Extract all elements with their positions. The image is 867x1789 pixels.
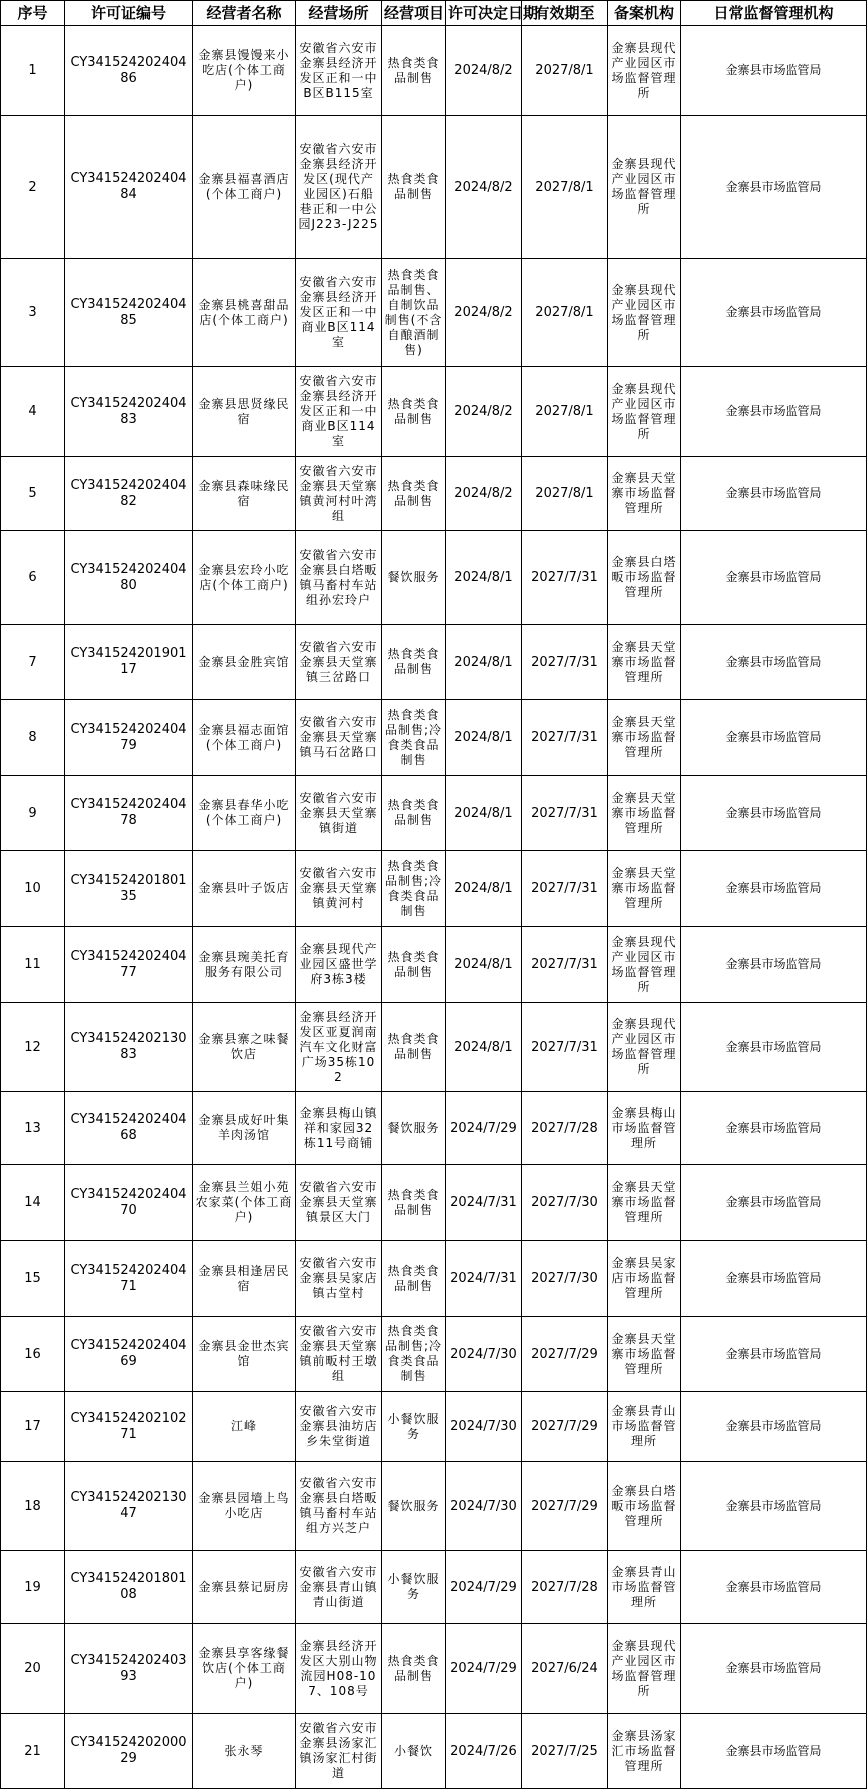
cell-license-number: CY34152420190117 xyxy=(65,625,193,700)
cell-filing-org: 金寨县现代产业园区市场监督管理所 xyxy=(608,116,681,259)
cell-valid-until: 2027/7/28 xyxy=(522,1551,608,1624)
cell-operator-name: 金寨县叶子饭店 xyxy=(193,851,296,927)
cell-decision-date: 2024/7/31 xyxy=(446,1241,522,1317)
cell-valid-until: 2027/8/1 xyxy=(522,367,608,457)
cell-seq: 6 xyxy=(1,531,65,625)
cell-decision-date: 2024/8/1 xyxy=(446,776,522,851)
cell-address: 安徽省六安市金寨县天堂寨镇黄河村 xyxy=(296,851,382,927)
cell-address: 安徽省六安市金寨县经济开发区(现代产业园区)石船巷正和一中公园J223-J225 xyxy=(296,116,382,259)
cell-business-items: 热食类食品制售 xyxy=(382,625,446,700)
cell-operator-name: 金寨县思贤缘民宿 xyxy=(193,367,296,457)
table-body xyxy=(1,26,867,1789)
cell-filing-org: 金寨县现代产业园区市场监督管理所 xyxy=(608,927,681,1003)
cell-business-items: 热食类食品制售 xyxy=(382,457,446,531)
cell-decision-date: 2024/8/2 xyxy=(446,26,522,116)
cell-license-number: CY34152420240479 xyxy=(65,700,193,776)
cell-valid-until: 2027/8/1 xyxy=(522,457,608,531)
cell-valid-until: 2027/7/31 xyxy=(522,700,608,776)
cell-filing-org: 金寨县汤家汇市场监督管理所 xyxy=(608,1714,681,1789)
header-operator-name: 经营者名称 xyxy=(193,1,296,26)
cell-business-items: 热食类食品制售;冷食类食品制售 xyxy=(382,1317,446,1392)
table-row xyxy=(1,531,867,625)
cell-license-number: CY34152420240480 xyxy=(65,531,193,625)
cell-address: 安徽省六安市金寨县天堂寨镇黄河村叶湾组 xyxy=(296,457,382,531)
cell-decision-date: 2024/7/31 xyxy=(446,1165,522,1241)
cell-valid-until: 2027/6/24 xyxy=(522,1624,608,1714)
cell-valid-until: 2027/8/1 xyxy=(522,116,608,259)
table-row xyxy=(1,1092,867,1165)
cell-filing-org: 金寨县天堂寨市场监督管理所 xyxy=(608,776,681,851)
cell-business-items: 热食类食品制售 xyxy=(382,116,446,259)
cell-address: 金寨县梅山镇祥和家园32栋11号商铺 xyxy=(296,1092,382,1165)
cell-decision-date: 2024/8/1 xyxy=(446,851,522,927)
cell-business-items: 餐饮服务 xyxy=(382,531,446,625)
cell-supervisor: 金寨县市场监管局 xyxy=(681,625,867,700)
cell-supervisor: 金寨县市场监管局 xyxy=(681,26,867,116)
cell-seq: 7 xyxy=(1,625,65,700)
cell-decision-date: 2024/7/29 xyxy=(446,1551,522,1624)
header-valid-until: 有效期至 xyxy=(522,1,608,26)
cell-operator-name: 金寨县享客缘餐饮店(个体工商户) xyxy=(193,1624,296,1714)
cell-license-number: CY34152420240468 xyxy=(65,1092,193,1165)
cell-operator-name: 金寨县成好叶集羊肉汤馆 xyxy=(193,1092,296,1165)
cell-license-number: CY34152420240482 xyxy=(65,457,193,531)
cell-business-items: 热食类食品制售;冷食类食品制售 xyxy=(382,851,446,927)
cell-filing-org: 金寨县青山市场监督管理所 xyxy=(608,1392,681,1462)
table-row xyxy=(1,851,867,927)
cell-seq: 13 xyxy=(1,1092,65,1165)
cell-decision-date: 2024/8/1 xyxy=(446,625,522,700)
cell-supervisor: 金寨县市场监管局 xyxy=(681,531,867,625)
cell-seq: 11 xyxy=(1,927,65,1003)
cell-supervisor: 金寨县市场监管局 xyxy=(681,1092,867,1165)
cell-license-number: CY34152420180135 xyxy=(65,851,193,927)
cell-filing-org: 金寨县天堂寨市场监督管理所 xyxy=(608,457,681,531)
cell-operator-name: 金寨县寨之味餐饮店 xyxy=(193,1003,296,1092)
cell-address: 金寨县现代产业园区盛世学府3栋3楼 xyxy=(296,927,382,1003)
cell-supervisor: 金寨县市场监管局 xyxy=(681,367,867,457)
table-row xyxy=(1,1317,867,1392)
cell-license-number: CY34152420240483 xyxy=(65,367,193,457)
table-row xyxy=(1,927,867,1003)
cell-license-number: CY34152420240478 xyxy=(65,776,193,851)
cell-address: 安徽省六安市金寨县天堂寨镇三岔路口 xyxy=(296,625,382,700)
cell-license-number: CY34152420240484 xyxy=(65,116,193,259)
cell-license-number: CY34152420213047 xyxy=(65,1462,193,1551)
cell-supervisor: 金寨县市场监管局 xyxy=(681,457,867,531)
cell-decision-date: 2024/7/30 xyxy=(446,1462,522,1551)
cell-decision-date: 2024/7/30 xyxy=(446,1392,522,1462)
table-row xyxy=(1,1714,867,1789)
cell-decision-date: 2024/8/2 xyxy=(446,259,522,367)
cell-license-number: CY34152420213083 xyxy=(65,1003,193,1092)
cell-decision-date: 2024/8/1 xyxy=(446,531,522,625)
cell-seq: 21 xyxy=(1,1714,65,1789)
cell-filing-org: 金寨县天堂寨市场监督管理所 xyxy=(608,1165,681,1241)
cell-operator-name: 金寨县园墙上鸟小吃店 xyxy=(193,1462,296,1551)
cell-supervisor: 金寨县市场监管局 xyxy=(681,1462,867,1551)
cell-address: 安徽省六安市金寨县白塔畈镇马畜村车站组孙宏玲户 xyxy=(296,531,382,625)
table-row xyxy=(1,776,867,851)
header-license-number: 许可证编号 xyxy=(65,1,193,26)
cell-address: 安徽省六安市金寨县天堂寨镇街道 xyxy=(296,776,382,851)
cell-business-items: 小餐饮 xyxy=(382,1714,446,1789)
header-filing-org: 备案机构 xyxy=(608,1,681,26)
header-row xyxy=(1,1,867,26)
cell-valid-until: 2027/7/28 xyxy=(522,1092,608,1165)
cell-license-number: CY34152420240393 xyxy=(65,1624,193,1714)
cell-seq: 16 xyxy=(1,1317,65,1392)
cell-valid-until: 2027/7/31 xyxy=(522,531,608,625)
cell-filing-org: 金寨县现代产业园区市场监督管理所 xyxy=(608,367,681,457)
cell-license-number: CY34152420180108 xyxy=(65,1551,193,1624)
table-row xyxy=(1,26,867,116)
cell-seq: 9 xyxy=(1,776,65,851)
cell-filing-org: 金寨县白塔畈市场监督管理所 xyxy=(608,531,681,625)
cell-seq: 12 xyxy=(1,1003,65,1092)
cell-operator-name: 金寨县森味缘民宿 xyxy=(193,457,296,531)
cell-valid-until: 2027/7/31 xyxy=(522,625,608,700)
cell-filing-org: 金寨县天堂寨市场监督管理所 xyxy=(608,851,681,927)
cell-operator-name: 金寨县蔡记厨房 xyxy=(193,1551,296,1624)
cell-decision-date: 2024/8/1 xyxy=(446,700,522,776)
cell-address: 安徽省六安市金寨县白塔畈镇马畜村车站组方兴芝户 xyxy=(296,1462,382,1551)
cell-business-items: 热食类食品制售 xyxy=(382,1624,446,1714)
cell-address: 安徽省六安市金寨县经济开发区正和一中商业B区114室 xyxy=(296,367,382,457)
cell-supervisor: 金寨县市场监管局 xyxy=(681,927,867,1003)
cell-business-items: 热食类食品制售、自制饮品制售(不含自酿酒制售) xyxy=(382,259,446,367)
cell-supervisor: 金寨县市场监管局 xyxy=(681,1165,867,1241)
cell-supervisor: 金寨县市场监管局 xyxy=(681,700,867,776)
cell-address: 安徽省六安市金寨县吴家店镇古堂村 xyxy=(296,1241,382,1317)
cell-license-number: CY34152420210271 xyxy=(65,1392,193,1462)
cell-valid-until: 2027/7/29 xyxy=(522,1462,608,1551)
cell-business-items: 餐饮服务 xyxy=(382,1092,446,1165)
cell-address: 安徽省六安市金寨县油坊店乡朱堂街道 xyxy=(296,1392,382,1462)
cell-valid-until: 2027/7/31 xyxy=(522,851,608,927)
table-row xyxy=(1,625,867,700)
cell-filing-org: 金寨县现代产业园区市场监督管理所 xyxy=(608,1003,681,1092)
cell-seq: 18 xyxy=(1,1462,65,1551)
cell-license-number: CY34152420240469 xyxy=(65,1317,193,1392)
cell-supervisor: 金寨县市场监管局 xyxy=(681,1392,867,1462)
cell-operator-name: 金寨县福志面馆(个体工商户) xyxy=(193,700,296,776)
cell-decision-date: 2024/8/2 xyxy=(446,457,522,531)
cell-address: 安徽省六安市金寨县汤家汇镇汤家汇村街道 xyxy=(296,1714,382,1789)
cell-address: 金寨县经济开发区大别山物流园H08-107、108号 xyxy=(296,1624,382,1714)
cell-valid-until: 2027/7/31 xyxy=(522,1003,608,1092)
cell-seq: 4 xyxy=(1,367,65,457)
cell-seq: 15 xyxy=(1,1241,65,1317)
cell-license-number: CY34152420240477 xyxy=(65,927,193,1003)
cell-filing-org: 金寨县现代产业园区市场监督管理所 xyxy=(608,26,681,116)
table-row xyxy=(1,1003,867,1092)
cell-supervisor: 金寨县市场监管局 xyxy=(681,1003,867,1092)
cell-business-items: 热食类食品制售 xyxy=(382,927,446,1003)
cell-address: 安徽省六安市金寨县经济开发区正和一中B区B115室 xyxy=(296,26,382,116)
cell-filing-org: 金寨县白塔畈市场监督管理所 xyxy=(608,1462,681,1551)
cell-filing-org: 金寨县吴家店市场监督管理所 xyxy=(608,1241,681,1317)
table-row xyxy=(1,259,867,367)
cell-filing-org: 金寨县天堂寨市场监督管理所 xyxy=(608,625,681,700)
cell-seq: 20 xyxy=(1,1624,65,1714)
cell-license-number: CY34152420200029 xyxy=(65,1714,193,1789)
cell-operator-name: 金寨县宏玲小吃店(个体工商户) xyxy=(193,531,296,625)
cell-operator-name: 金寨县春华小吃(个体工商户) xyxy=(193,776,296,851)
cell-seq: 17 xyxy=(1,1392,65,1462)
cell-filing-org: 金寨县天堂寨市场监督管理所 xyxy=(608,700,681,776)
table-row xyxy=(1,367,867,457)
cell-address: 安徽省六安市金寨县经济开发区正和一中商业B区114室 xyxy=(296,259,382,367)
cell-decision-date: 2024/7/29 xyxy=(446,1624,522,1714)
cell-valid-until: 2027/7/30 xyxy=(522,1165,608,1241)
cell-license-number: CY34152420240486 xyxy=(65,26,193,116)
table-row xyxy=(1,116,867,259)
table-row xyxy=(1,1551,867,1624)
cell-operator-name: 金寨县福喜酒店(个体工商户) xyxy=(193,116,296,259)
cell-address: 安徽省六安市金寨县天堂寨镇前畈村王墩组 xyxy=(296,1317,382,1392)
cell-supervisor: 金寨县市场监管局 xyxy=(681,116,867,259)
cell-address: 安徽省六安市金寨县天堂寨镇景区大门 xyxy=(296,1165,382,1241)
cell-supervisor: 金寨县市场监管局 xyxy=(681,1551,867,1624)
cell-valid-until: 2027/7/29 xyxy=(522,1392,608,1462)
cell-valid-until: 2027/8/1 xyxy=(522,259,608,367)
cell-operator-name: 金寨县兰姐小苑农家菜(个体工商户) xyxy=(193,1165,296,1241)
cell-business-items: 热食类食品制售 xyxy=(382,367,446,457)
cell-address: 金寨县经济开发区亚夏润南汽车文化财富广场35栋102 xyxy=(296,1003,382,1092)
header-decision-date: 许可决定日期 xyxy=(446,1,522,26)
cell-filing-org: 金寨县现代产业园区市场监督管理所 xyxy=(608,259,681,367)
cell-valid-until: 2027/7/25 xyxy=(522,1714,608,1789)
cell-supervisor: 金寨县市场监管局 xyxy=(681,1317,867,1392)
header-supervisor: 日常监督管理机构 xyxy=(681,1,867,26)
header-business-items: 经营项目 xyxy=(382,1,446,26)
cell-filing-org: 金寨县梅山市场监督管理所 xyxy=(608,1092,681,1165)
cell-seq: 19 xyxy=(1,1551,65,1624)
cell-supervisor: 金寨县市场监管局 xyxy=(681,1714,867,1789)
cell-supervisor: 金寨县市场监管局 xyxy=(681,259,867,367)
cell-valid-until: 2027/7/30 xyxy=(522,1241,608,1317)
cell-operator-name: 江峰 xyxy=(193,1392,296,1462)
cell-license-number: CY34152420240470 xyxy=(65,1165,193,1241)
cell-decision-date: 2024/8/1 xyxy=(446,1003,522,1092)
cell-seq: 10 xyxy=(1,851,65,927)
table-row xyxy=(1,1462,867,1551)
cell-supervisor: 金寨县市场监管局 xyxy=(681,776,867,851)
cell-filing-org: 金寨县青山市场监督管理所 xyxy=(608,1551,681,1624)
cell-business-items: 热食类食品制售;冷食类食品制售 xyxy=(382,700,446,776)
cell-business-items: 热食类食品制售 xyxy=(382,1003,446,1092)
cell-seq: 2 xyxy=(1,116,65,259)
cell-operator-name: 金寨县相逢居民宿 xyxy=(193,1241,296,1317)
cell-business-items: 小餐饮服务 xyxy=(382,1551,446,1624)
table-row xyxy=(1,700,867,776)
header-seq: 序号 xyxy=(1,1,65,26)
cell-business-items: 餐饮服务 xyxy=(382,1462,446,1551)
cell-seq: 14 xyxy=(1,1165,65,1241)
cell-seq: 5 xyxy=(1,457,65,531)
table-row xyxy=(1,1624,867,1714)
cell-valid-until: 2027/7/31 xyxy=(522,776,608,851)
cell-license-number: CY34152420240485 xyxy=(65,259,193,367)
cell-operator-name: 金寨县金胜宾馆 xyxy=(193,625,296,700)
cell-business-items: 热食类食品制售 xyxy=(382,1241,446,1317)
cell-supervisor: 金寨县市场监管局 xyxy=(681,1624,867,1714)
cell-valid-until: 2027/7/29 xyxy=(522,1317,608,1392)
cell-seq: 3 xyxy=(1,259,65,367)
table-row xyxy=(1,1392,867,1462)
cell-business-items: 热食类食品制售 xyxy=(382,1165,446,1241)
cell-decision-date: 2024/7/29 xyxy=(446,1092,522,1165)
cell-supervisor: 金寨县市场监管局 xyxy=(681,1241,867,1317)
cell-decision-date: 2024/7/30 xyxy=(446,1317,522,1392)
cell-business-items: 小餐饮服务 xyxy=(382,1392,446,1462)
cell-business-items: 热食类食品制售 xyxy=(382,776,446,851)
cell-seq: 8 xyxy=(1,700,65,776)
table-row xyxy=(1,1165,867,1241)
cell-business-items: 热食类食品制售 xyxy=(382,26,446,116)
cell-valid-until: 2027/7/31 xyxy=(522,927,608,1003)
cell-seq: 1 xyxy=(1,26,65,116)
cell-decision-date: 2024/8/1 xyxy=(446,927,522,1003)
cell-operator-name: 张永琴 xyxy=(193,1714,296,1789)
cell-address: 安徽省六安市金寨县天堂寨镇马石岔路口 xyxy=(296,700,382,776)
cell-address: 安徽省六安市金寨县青山镇青山街道 xyxy=(296,1551,382,1624)
cell-decision-date: 2024/7/26 xyxy=(446,1714,522,1789)
cell-valid-until: 2027/8/1 xyxy=(522,26,608,116)
header-address: 经营场所 xyxy=(296,1,382,26)
cell-operator-name: 金寨县馒馒来小吃店(个体工商户) xyxy=(193,26,296,116)
cell-license-number: CY34152420240471 xyxy=(65,1241,193,1317)
cell-filing-org: 金寨县天堂寨市场监督管理所 xyxy=(608,1317,681,1392)
cell-operator-name: 金寨县桃喜甜品店(个体工商户) xyxy=(193,259,296,367)
cell-supervisor: 金寨县市场监管局 xyxy=(681,851,867,927)
cell-decision-date: 2024/8/2 xyxy=(446,116,522,259)
cell-operator-name: 金寨县琬美托育服务有限公司 xyxy=(193,927,296,1003)
cell-decision-date: 2024/8/2 xyxy=(446,367,522,457)
cell-operator-name: 金寨县金世杰宾馆 xyxy=(193,1317,296,1392)
cell-filing-org: 金寨县现代产业园区市场监督管理所 xyxy=(608,1624,681,1714)
table-row xyxy=(1,457,867,531)
table-row xyxy=(1,1241,867,1317)
